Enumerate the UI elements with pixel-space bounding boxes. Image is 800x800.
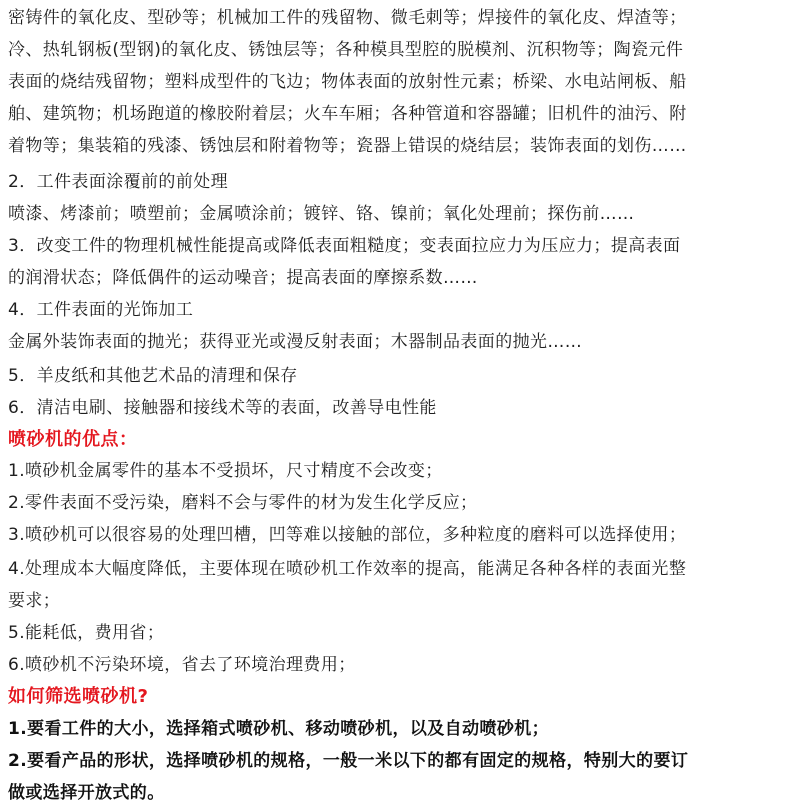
advantage-item: 2.零件表面不受污染，磨料不会与零件的材为发生化学反应； — [8, 493, 478, 513]
text-line: 表面的烧结残留物；塑料成型件的飞边；物体表面的放射性元素；桥梁、水电站闸板、船 — [8, 72, 687, 92]
advantage-item: 1.喷砂机金属零件的基本不受损坏，尺寸精度不会改变； — [8, 461, 443, 481]
selection-item: 做或选择开放式的。 — [8, 783, 165, 800]
selection-item: 1.要看工件的大小，选择箱式喷砂机、移动喷砂机，以及自动喷砂机； — [8, 719, 550, 739]
application-title: 4．工件表面的光饰加工 — [8, 300, 194, 320]
advantage-item: 6.喷砂机不污染环境，省去了环境治理费用； — [8, 655, 356, 675]
application-detail: 的润滑状态；降低偶件的运动噪音；提高表面的摩擦系数…… — [8, 268, 478, 288]
advantage-item: 3.喷砂机可以很容易的处理凹槽，凹等难以接触的部位，多种粒度的磨料可以选择使用； — [8, 525, 687, 545]
application-title: 6．清洁电刷、接触器和接线术等的表面，改善导电性能 — [8, 398, 437, 418]
advantages-heading: 喷砂机的优点： — [8, 429, 138, 450]
advantage-item: 5.能耗低，费用省； — [8, 623, 165, 643]
application-title: 3．改变工件的物理机械性能提高或降低表面粗糙度；变表面拉应力为压应力；提高表面 — [8, 236, 681, 256]
advantage-item: 4.处理成本大幅度降低，主要体现在喷砂机工作效率的提高，能满足各种各样的表面光整 — [8, 559, 687, 579]
text-line: 着物等；集装箱的残漆、锈蚀层和附着物等；瓷器上错误的烧结层；装饰表面的划伤…… — [8, 136, 687, 156]
text-line: 冷、热轧钢板(型钢)的氧化皮、锈蚀层等；各种模具型腔的脱模剂、沉积物等；陶瓷元件 — [8, 40, 684, 60]
text-line: 舶、建筑物；机场跑道的橡胶附着层；火车车厢；各种管道和容器罐；旧机件的油污、附 — [8, 104, 687, 124]
application-title: 2．工件表面涂覆前的前处理 — [8, 172, 229, 192]
selection-item: 2.要看产品的形状，选择喷砂机的规格，一般一米以下的都有固定的规格，特别大的要订 — [8, 751, 689, 771]
advantage-item: 要求； — [8, 591, 61, 611]
text-line: 密铸件的氧化皮、型砂等；机械加工件的残留物、微毛刺等；焊接件的氧化皮、焊渣等； — [8, 8, 687, 28]
application-detail: 金属外装饰表面的抛光；获得亚光或漫反射表面；木器制品表面的抛光…… — [8, 332, 583, 352]
application-detail: 喷漆、烤漆前；喷塑前；金属喷涂前；镀锌、铬、镍前；氧化处理前；探伤前…… — [8, 204, 635, 224]
application-title: 5．羊皮纸和其他艺术品的清理和保存 — [8, 366, 298, 386]
selection-heading: 如何筛选喷砂机? — [8, 686, 149, 707]
